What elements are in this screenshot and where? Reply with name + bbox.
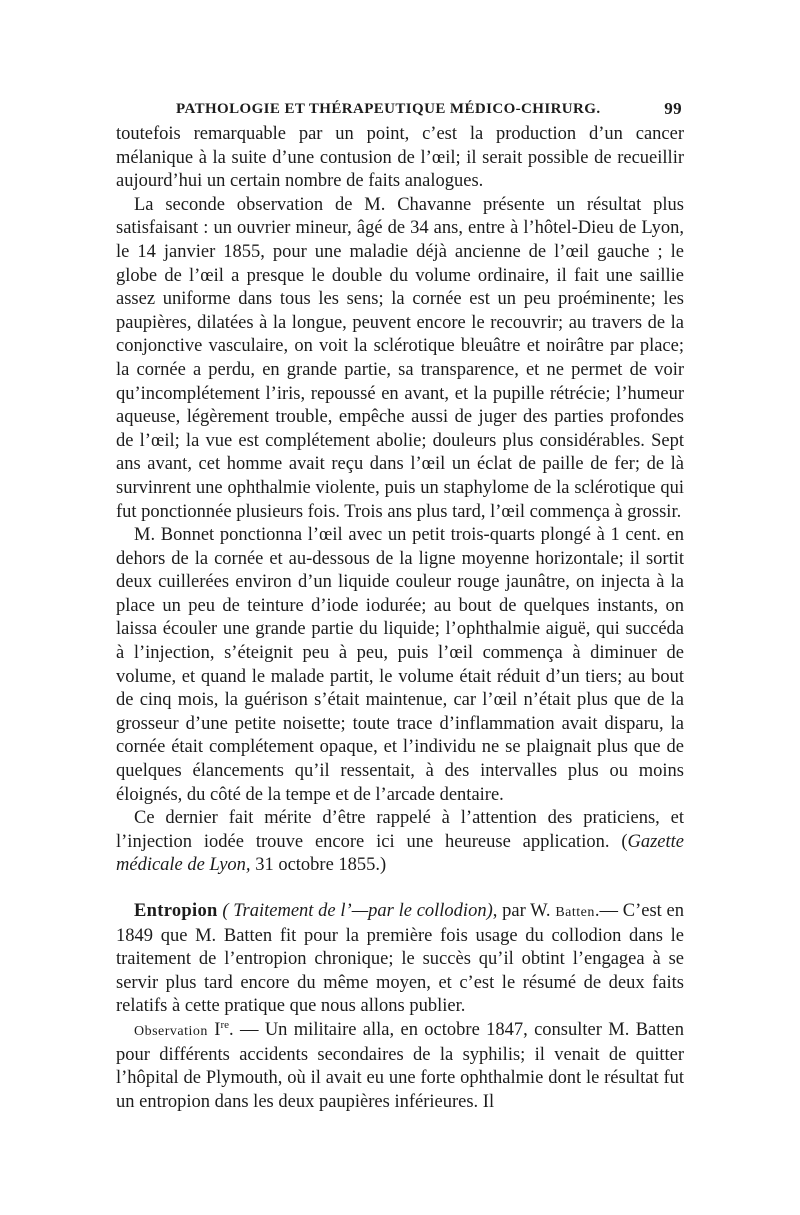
- paragraph-1: toutefois remarquable par un point, c’est la production d’un cancer mélanique à la suite d’une contusion de l’œil; il serait possible de recueillir aujourd’hui un certain nombre de faits analogues.: [116, 124, 684, 192]
- citation-date: 31 octobre 1855.): [250, 855, 387, 876]
- section-gap: [116, 878, 684, 900]
- section-subheading: ( Traitement de l’—par le collodion): [217, 901, 493, 921]
- paragraph-6: [116, 1019, 684, 1114]
- paragraph-4: [116, 807, 684, 878]
- observation-label: Observation: [134, 1023, 208, 1039]
- section-heading: Entropion: [134, 901, 218, 921]
- running-head-title: PATHOLOGIE ET THÉRAPEUTIQUE MÉDICO-CHIRURG.: [176, 101, 601, 117]
- paragraph-5-text: C’est en 1849 que M. Batten fit pour la première fois usage du collodion dans le traitement de l’entropion chronique; le succès qu’il obtint l’engagea à se servir plus tard encore du même moyen, et c’est le résumé de deux faits relatifs à cette pratique que nous allons publier.: [116, 901, 684, 1017]
- citation-title: Gazette médicale de Lyon,: [116, 831, 684, 876]
- observation-number-suffix: re: [220, 1018, 229, 1031]
- author-name: Batten: [555, 905, 595, 920]
- paragraph-3: M. Bonnet ponctionna l’œil avec un petit trois-quarts plongé à 1 cent. en dehors de la cornée et au-dessous de la ligne moyenne horizontale; il sortit deux cuillerées environ d’un liquide couleur rouge jaunâtre, on injecta à la place un peu de teinture d’iode iodurée; au bout de quelques instants, on laissa écouler une grande partie du liquide; l’ophthalmie aiguë, qui succéda à l’injection, s’éteignit peu à peu, puis l’œil commença à diminuer de volume, et quand le malade partit, le volume était réduit d’un tiers; au bout de cinq mois, la guérison s’était maintenue, car l’œil n’était plus que de la grosseur d’une petite noisette; toute trace d’inflammation avait disparu, la cornée était complétement opaque, et l’individu ne se plaignait plus que de quelques élancements qu’il ressentait, à des intervalles plus ou moins éloignés, du côté de la tempe et de l’arcade dentaire.: [116, 525, 684, 805]
- paragraph-5: [116, 900, 684, 1019]
- running-head: [116, 97, 684, 123]
- paragraph-4-text: Ce dernier fait mérite d’être rappelé à l’attention des praticiens, et l’injection iodée trouve encore ici une heureuse application. (: [116, 808, 684, 852]
- page: [116, 97, 684, 1114]
- page-number: 99: [664, 99, 682, 118]
- body-text: [116, 123, 684, 1114]
- paragraph-2: La seconde observation de M. Chavanne présente un résultat plus satisfaisant : un ouvrier mineur, âgé de 34 ans, entre à l’hôtel-Dieu de Lyon, le 14 janvier 1855, pour une maladie déjà ancienne de l’œil gauche ; le globe de l’œil a presque le double du volume ordinaire, il fait une saillie assez uniforme dans tous les sens; la cornée est un peu proéminente; les paupières, dilatées à la longue, peuvent encore le recouvrir; au travers de la conjonctive vasculaire, on voit la sclérotique bleuâtre et noirâtre par place; la cornée a perdu, en grande partie, sa transparence, et ne permet de voir qu’incomplétement l’iris, repoussé en avant, et la pupille rétrécie; l’humeur aqueuse, légèrement trouble, empêche aussi de juger des parties profondes de l’œil; la vue est complétement abolie; douleurs plus considérables. Sept ans avant, cet homme avait reçu dans l’œil un éclat de paille de fer; de là survinrent une ophthalmie violente, puis un staphylome de la sclérotique qui fut ponctionnée plusieurs fois. Trois ans plus tard, l’œil commença à grossir.: [116, 194, 684, 522]
- author-prefix: , par W.: [492, 901, 556, 921]
- paragraph-6-text: . — Un militaire alla, en octobre 1847, consulter M. Batten pour différents accidents secondaires de la syphilis; il venait de quitter l’hôpital de Plymouth, où il avait eu une forte ophthalmie dont le résultat fut un entropion dans les deux paupières inférieures. Il: [116, 1019, 684, 1112]
- heading-dash: .—: [594, 901, 618, 921]
- observation-number: I: [207, 1019, 221, 1040]
